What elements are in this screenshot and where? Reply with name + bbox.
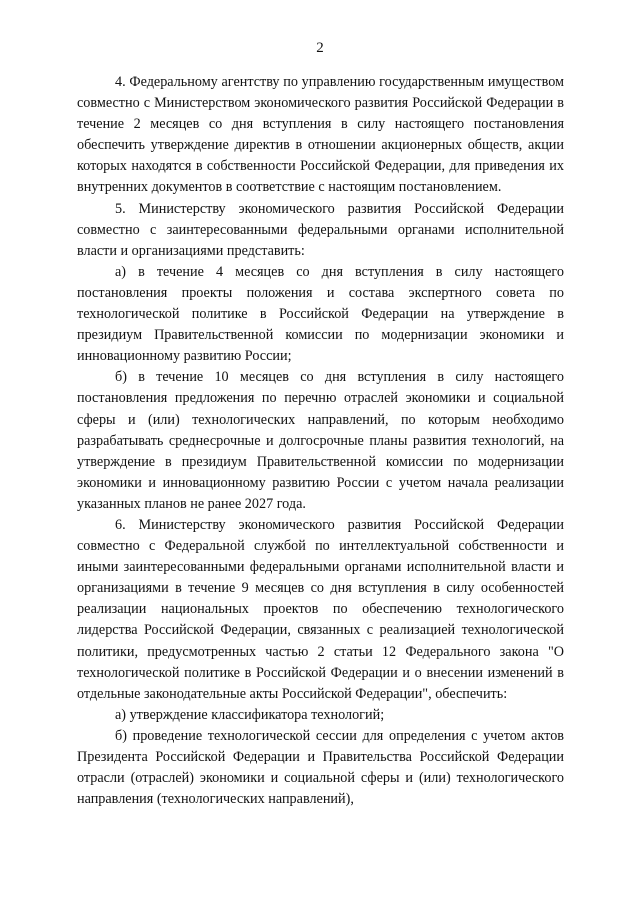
- paragraph-subitem-5b: б) в течение 10 месяцев со дня вступления в силу настоящего постановления предложения по перечню отраслей экономики и социальной сферы и (или) технологических направлений, по которым необходимо разрабатывать среднесрочные и долгосрочные планы развития технологий, на утверждение в президиум Правительственной комиссии по модернизации экономики и инновационному развитию России с учетом начала реализации указанных планов не ранее 2027 года.: [77, 369, 564, 512]
- page-number: 2: [316, 40, 324, 56]
- paragraph-subitem-6a: а) утверждение классификатора технологий;: [115, 706, 385, 723]
- document-body: [77, 72, 564, 810]
- paragraph-subitem-5a: а) в течение 4 месяцев со дня вступления в силу настоящего постановления проекты положения и состава экспертного совета по технологической политике в Российской Федерации на утверждение в президиум Правительственной комиссии по модернизации экономики и инновационному развитию России;: [77, 263, 564, 365]
- paragraph-item-6: 6. Министерству экономического развития Российской Федерации совместно с Федеральной службой по интеллектуальной собственности и иными заинтересованными федеральными органами исполнительной власти и организациями в течение 9 месяцев со дня вступления в силу особенностей реализации национальных проектов по обеспечению технологического лидерства Российской Федерации, связанных с реализацией технологической политики, предусмотренных частью 2 статьи 12 Федерального закона "О технологической политике в Российской Федерации и о внесении изменений в отдельные законодательные акты Российской Федерации", обеспечить:: [77, 516, 564, 702]
- paragraph-item-5: 5. Министерству экономического развития Российской Федерации совместно с заинтересованными федеральными органами исполнительной власти и организациями представить:: [77, 200, 564, 259]
- paragraph-subitem-6b: б) проведение технологической сессии для определения с учетом актов Президента Российской Федерации и Правительства Российской Федерации отрасли (отраслей) экономики и социальной сферы и (или) технологического направления (технологических направлений),: [77, 727, 564, 808]
- paragraph-item-4: 4. Федеральному агентству по управлению государственным имуществом совместно с Министерством экономического развития Российской Федерации в течение 2 месяцев со дня вступления в силу настоящего постановления обеспечить утверждение директив в отношении акционерных обществ, акции которых находятся в собственности Российской Федерации, для приведения их внутренних документов в соответствие с настоящим постановлением.: [77, 74, 564, 196]
